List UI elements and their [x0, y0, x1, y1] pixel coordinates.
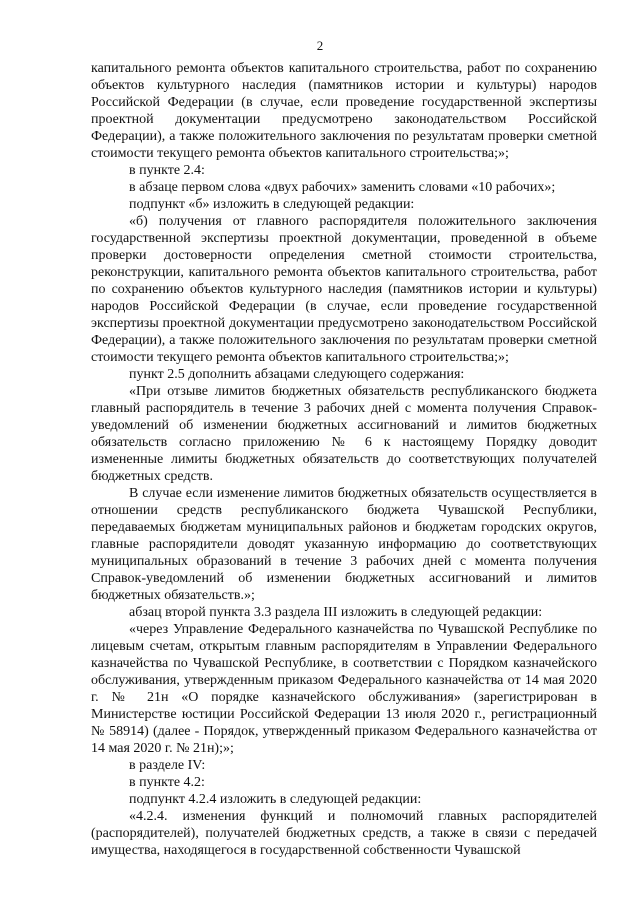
paragraph: капитального ремонта объектов капитального строительства, работ по сохранению объектов культурного наследия (памятников истории и культуры) народов Российской Федерации (в случае, если проведение государственной экспертизы проектной документации предусмотрено законодательством Российской Федерации), а также положительного заключения по результатам проверки сметной стоимости текущего ремонта объектов капитального строительства;»; — [91, 61, 597, 161]
paragraph: в разделе IV: — [129, 758, 206, 773]
paragraph: «4.2.4. изменения функций и полномочий главных распорядителей (распорядителей), получателей бюджетных средств, а также в связи с передачей имущества, находящегося в государственной собственности Чувашской — [91, 809, 597, 858]
paragraph: «При отзыве лимитов бюджетных обязательств республиканского бюджета главный распорядитель в течение 3 рабочих дней с момента получения Справок-уведомлений об изменении бюджетных ассигнований и лимитов бюджетных обязательств согласно приложению № 6 к настоящему Порядку доводит измененные лимиты бюджетных обязательств до соответствующих получателей бюджетных средств. — [91, 384, 597, 484]
paragraph: в пункте 2.4: — [129, 163, 205, 178]
paragraph: абзац второй пункта 3.3 раздела III изложить в следующей редакции: — [129, 605, 543, 620]
paragraph: пункт 2.5 дополнить абзацами следующего содержания: — [129, 367, 465, 382]
paragraph: подпункт 4.2.4 изложить в следующей редакции: — [129, 792, 422, 807]
page-number: 2 — [316, 38, 324, 53]
paragraph: В случае если изменение лимитов бюджетных обязательств осуществляется в отношении средств республиканского бюджета Чувашской Республики, передаваемых бюджетам муниципальных районов и бюджетам городских округов, главные распорядители доводят указанную информацию до соответствующих муниципальных образований в течение 3 рабочих дней с момента получения Справок-уведомлений об изменении бюджетных ассигнований и лимитов бюджетных обязательств.»; — [91, 486, 597, 603]
paragraph: «б) получения от главного распорядителя положительного заключения государственной экспертизы проектной документации, проведенной в объеме проверки достоверности определения сметной стоимости строительства, реконструкции, капитального ремонта объектов капитального строительства, работ по сохранению объектов культурного наследия (памятников истории и культуры) народов Российской Федерации (в случае, если проведение государственной экспертизы проектной документации предусмотрено законодательством Российской Федерации), а также положительного заключения по результатам проверки сметной стоимости текущего ремонта объектов капитального строительства;»; — [91, 214, 597, 365]
paragraph: подпункт «б» изложить в следующей редакции: — [129, 197, 415, 212]
paragraph: в абзаце первом слова «двух рабочих» заменить словами «10 рабочих»; — [129, 180, 556, 195]
document-body — [91, 60, 597, 859]
paragraph: в пункте 4.2: — [129, 775, 205, 790]
paragraph: «через Управление Федерального казначейства по Чувашской Республике по лицевым счетам, открытым главным распорядителям в Управлении Федерального казначейства по Чувашской Республике, в соответствии с Порядком казначейского обслуживания, утвержденным приказом Федерального казначейства от 14 мая 2020 г. № 21н «О порядке казначейского обслуживания» (зарегистрирован в Министерстве юстиции Российской Федерации 13 июля 2020 г., регистрационный № 58914) (далее - Порядок, утвержденный приказом Федерального казначейства от 14 мая 2020 г. № 21н);»; — [91, 622, 597, 756]
